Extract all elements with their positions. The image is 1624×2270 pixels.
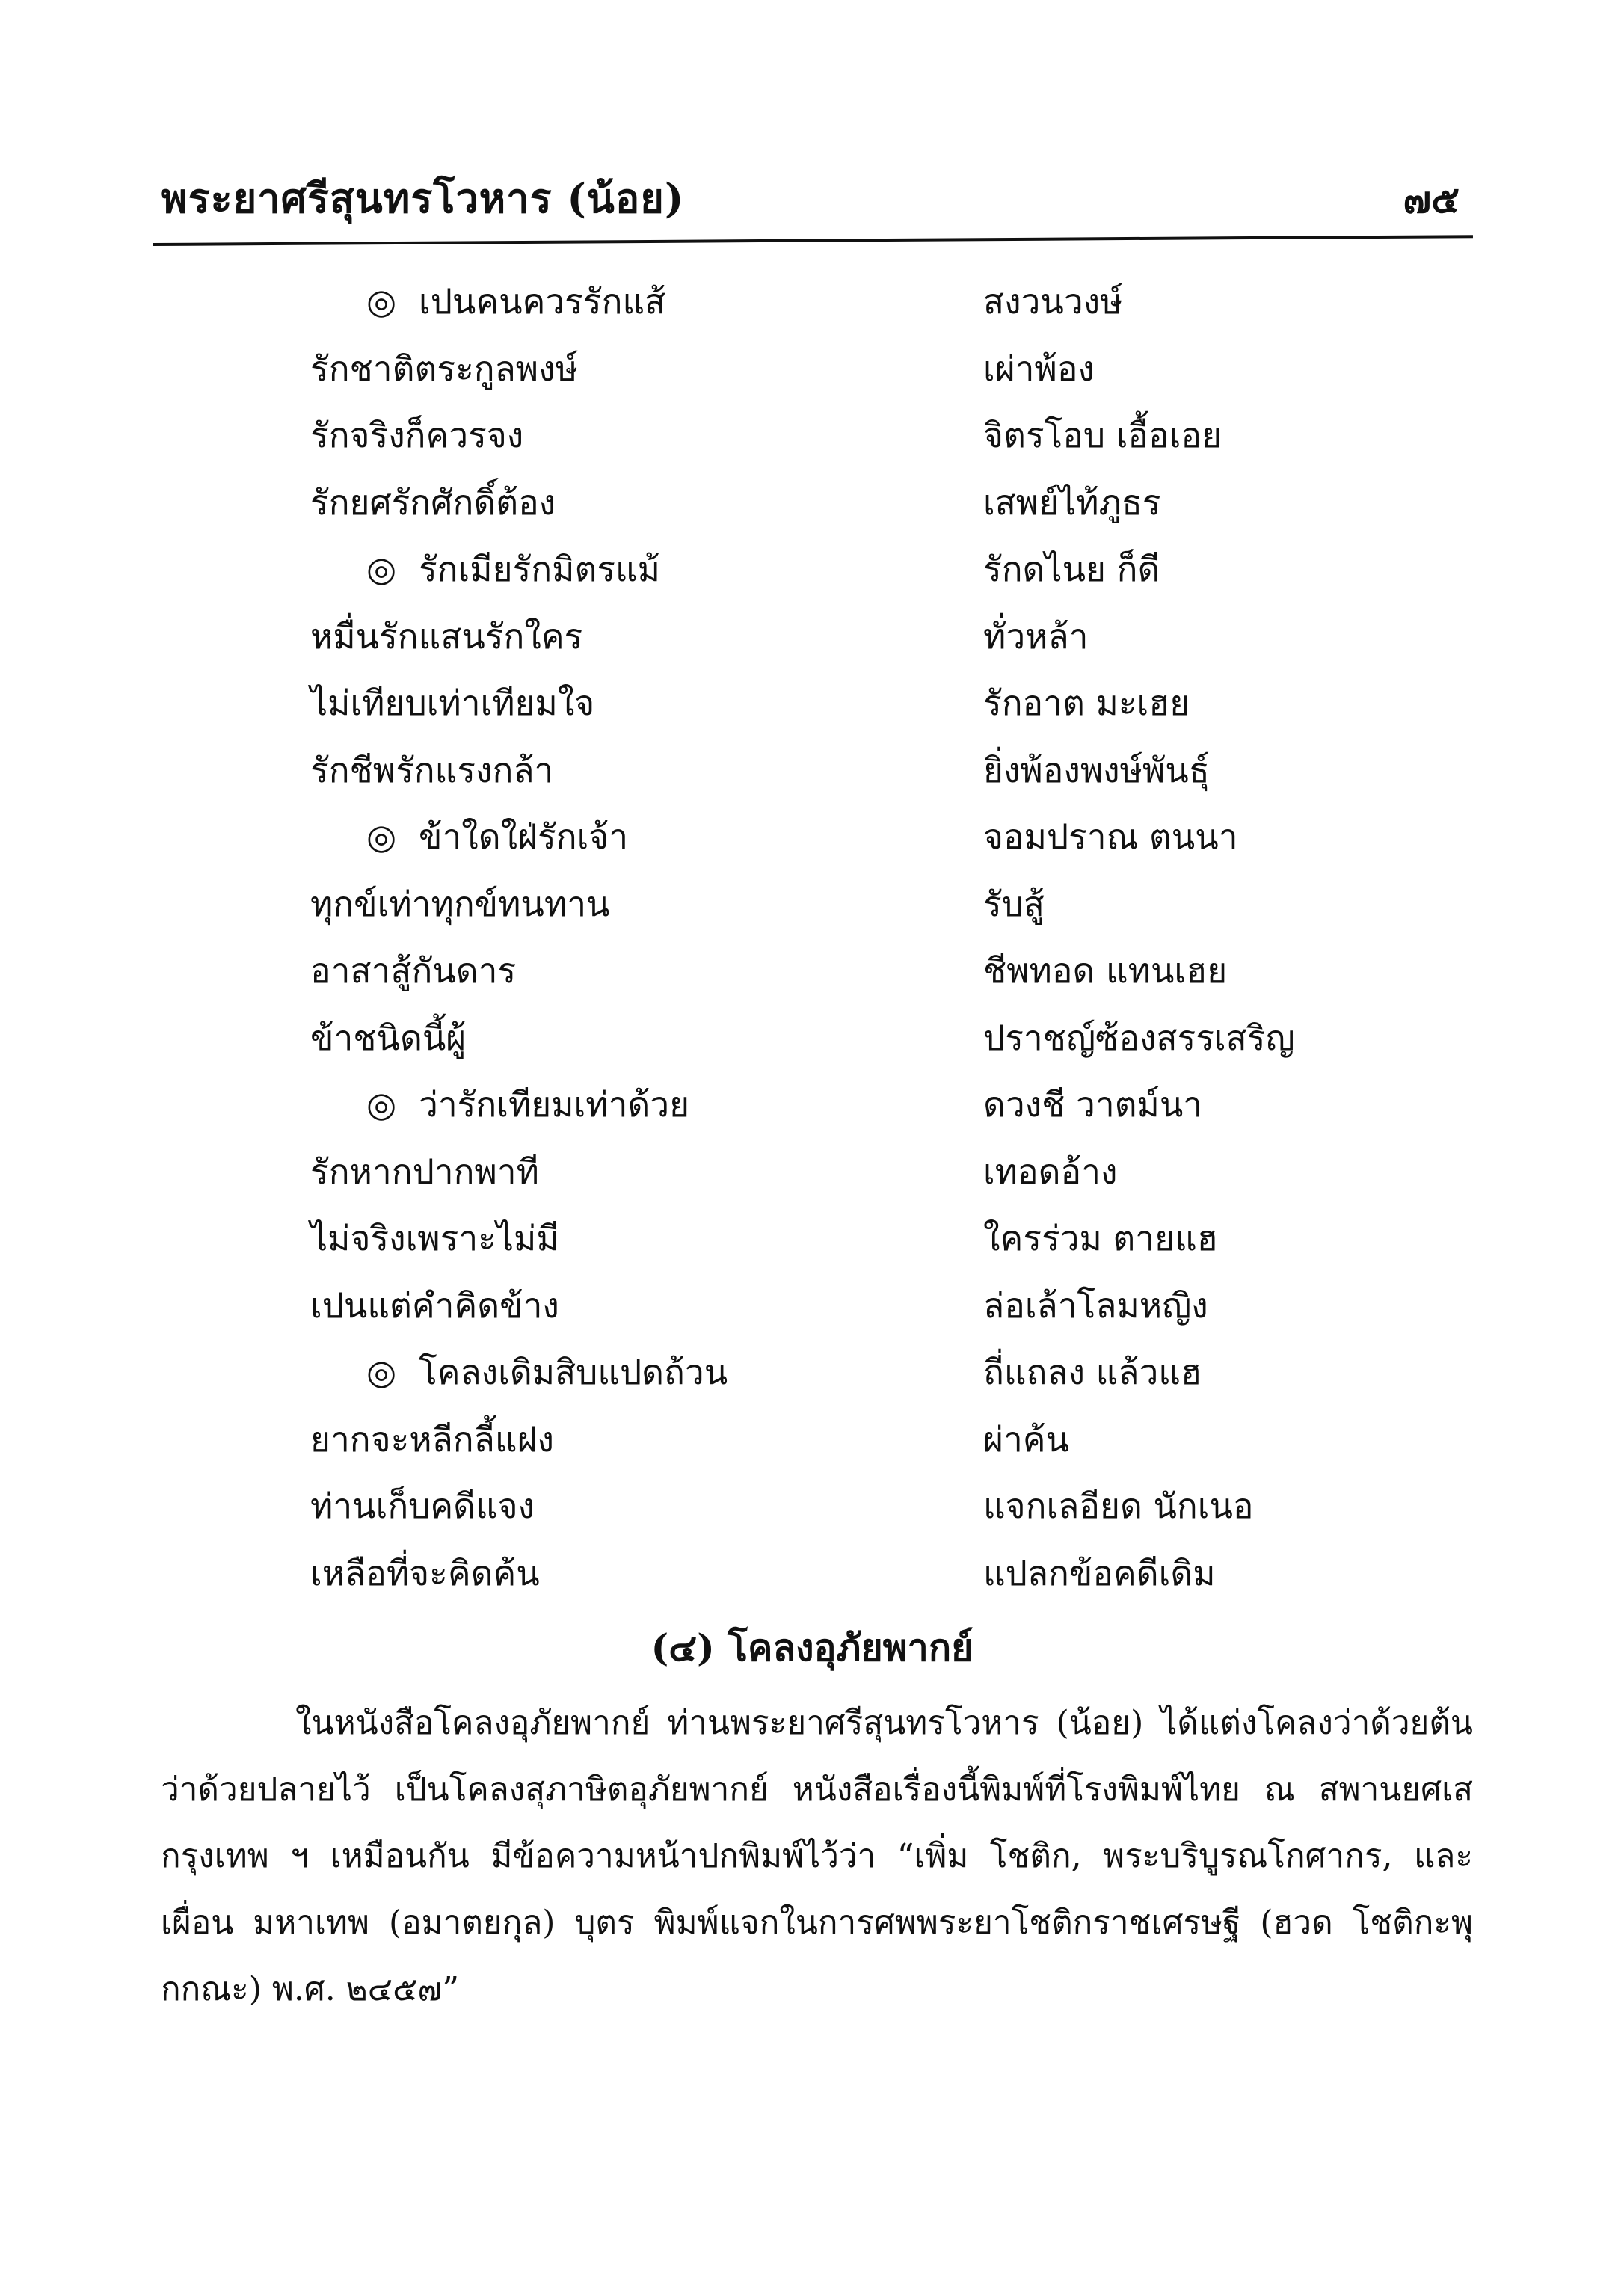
- poem-line-first-half-text: ข้าใดใฝ่รักเจ้า: [419, 816, 629, 857]
- poem-line: [0, 868, 1624, 935]
- poem-line-first-half-text: ยากจะหลีกลี้แฝง: [310, 1418, 554, 1459]
- poem-line-first-half-text: รักหากปากพาที: [310, 1151, 539, 1192]
- poem-line-first-half-text: รักชีพรักแรงกล้า: [310, 749, 554, 790]
- poem-line: [0, 667, 1624, 734]
- poem-line-first-half: [310, 408, 523, 463]
- poem-line: [0, 533, 1624, 600]
- poem-line-second-half: รักอาต มะเฮย: [983, 683, 1190, 723]
- poem-line: [0, 1270, 1624, 1337]
- poem-line-first-half-text: เปนแต่คำคิดข้าง: [310, 1285, 559, 1326]
- poem-line-first-half-text: อาสาสู้กันดาร: [310, 950, 517, 991]
- poem-line-first-half: [366, 810, 628, 864]
- poem-line: [0, 467, 1624, 534]
- poem-line: [0, 1403, 1624, 1471]
- poem-line-second-half: ทั่วหล้า: [983, 615, 1089, 656]
- poem-line: [0, 1202, 1624, 1270]
- poem-line-second-half: สงวนวงษ์: [983, 281, 1123, 322]
- poem-line-first-half: [310, 1546, 540, 1601]
- poem-line-second-half: รับสู้: [983, 883, 1045, 924]
- poem-line-first-half-text: โคลงเดิมสิบแปดถ้วน: [419, 1352, 728, 1392]
- poem-line: [0, 935, 1624, 1002]
- poem-line: [0, 600, 1624, 668]
- poem-line-first-half: [310, 743, 553, 798]
- poem-line-second-half: ยิ่งพ้องพงษ์พันธุ์: [983, 749, 1210, 790]
- stanza-bullet-icon: ◎: [366, 281, 397, 322]
- poem-line: [0, 1002, 1624, 1069]
- poem-line-first-half-text: หมื่นรักแสนรักใคร: [310, 615, 583, 656]
- poem-line-second-half: แปลกข้อคดีเดิม: [983, 1552, 1216, 1593]
- poem-line: [0, 1336, 1624, 1403]
- poem-line: [0, 1537, 1624, 1605]
- poem-line-first-half: [366, 1345, 728, 1400]
- poem-line: [0, 734, 1624, 802]
- poem-line-second-half: ชีพทอด แทนเฮย: [983, 950, 1228, 991]
- poem-line-first-half-text: รักจริงก็ควรจง: [310, 415, 524, 455]
- poem-line: [0, 333, 1624, 400]
- poem-line-first-half-text: ไม่จริงเพราะไม่มี: [310, 1218, 559, 1258]
- poem-line-first-half: [310, 609, 582, 664]
- header-rule: [153, 235, 1473, 246]
- poem-verses: [0, 265, 1624, 1604]
- poem-line-first-half: [310, 1479, 535, 1534]
- body-paragraph: ในหนังสือโคลงอุภัยพากย์ ท่านพระยาศรีสุนทรโวหาร (น้อย) ได้แต่งโคลงว่าด้วยต้นว่าด้วยปลายไว้ เป็นโคลงสุภาษิตอุภัยพากย์ หนังสือเรื่องนี้พิมพ์ที่โรงพิมพ์ไทย ณ สพานยศเส กรุงเทพ ฯ เหมือนกัน มีข้อความหน้าปกพิมพ์ไว้ว่า “เพิ่ม โชติก, พระบริบูรณโกศากร, และ เผื่อน มหาเทพ (อมาตยกุล) บุตร พิมพ์แจกในการศพพระยาโชติกราชเศรษฐี (ฮวด โชติกะพุกกณะ) พ.ศ. ๒๔๕๗”: [161, 1704, 1473, 2008]
- poem-line: [0, 399, 1624, 467]
- poem-line-first-half: [366, 1077, 689, 1132]
- poem-line-first-half-text: ไม่เทียบเท่าเทียมใจ: [310, 683, 595, 723]
- poem-line: [0, 801, 1624, 868]
- poem-line-first-half: [310, 1211, 559, 1266]
- stanza-bullet-icon: ◎: [366, 549, 397, 589]
- poem-line-first-half-text: ท่านเก็บคดีแจง: [310, 1486, 535, 1526]
- poem-line: [0, 1136, 1624, 1203]
- poem-line-first-half: [310, 944, 516, 998]
- poem-line-second-half: ถี่แถลง แล้วแฮ: [983, 1352, 1202, 1392]
- poem-line-first-half: [310, 1279, 559, 1333]
- poem-line-first-half: [310, 476, 556, 530]
- poem-line-second-half: จิตรโอบ เอื้อเอย: [983, 415, 1222, 455]
- poem-line-first-half-text: รักชาติตระกูลพงษ์: [310, 348, 578, 389]
- poem-line-second-half: ดวงชี วาตม์นา: [983, 1084, 1203, 1125]
- stanza-bullet-icon: ◎: [366, 1084, 397, 1125]
- poem-line-second-half: ใครร่วม ตายแฮ: [983, 1218, 1218, 1258]
- poem-line: [0, 265, 1624, 333]
- poem-line-first-half: [310, 342, 578, 396]
- poem-line-second-half: ล่อเล้าโลมหญิง: [983, 1285, 1208, 1326]
- poem-line-first-half-text: ข้าชนิดนี้ผู้: [310, 1017, 467, 1058]
- page-number: ๗๕: [1403, 177, 1460, 221]
- poem-line-first-half-text: ทุกข์เท่าทุกข์ทนทาน: [310, 883, 610, 924]
- poem-line-second-half: เผ่าพ้อง: [983, 348, 1095, 389]
- poem-line-second-half: แจกเลอียด นักเนอ: [983, 1486, 1254, 1526]
- poem-line-second-half: ผ่าค้น: [983, 1418, 1069, 1459]
- poem-line-first-half: [310, 1412, 554, 1467]
- poem-line-second-half: เทอดอ้าง: [983, 1151, 1118, 1192]
- section-title: (๔) โคลงอุภัยพากย์: [650, 1625, 974, 1670]
- poem-line-second-half: จอมปราณ ตนนา: [983, 816, 1238, 857]
- stanza-bullet-icon: ◎: [366, 816, 397, 857]
- poem-line-first-half: [366, 542, 660, 597]
- poem-line-first-half: [310, 676, 594, 730]
- poem-line-second-half: ปราชญ์ซ้องสรรเสริญ: [983, 1017, 1295, 1058]
- poem-line: [0, 1068, 1624, 1136]
- running-head: พระยาศรีสุนทรโวหาร (น้อย): [161, 174, 685, 222]
- poem-line-first-half-text: เปนคนควรรักแส้: [419, 281, 666, 322]
- poem-line-first-half: [366, 274, 665, 329]
- poem-line-second-half: เสพย์ไท้ภูธร: [983, 482, 1161, 523]
- poem-line-first-half: [310, 877, 609, 932]
- stanza-bullet-icon: ◎: [366, 1352, 397, 1392]
- poem-line-first-half-text: รักเมียรักมิตรแม้: [419, 549, 660, 589]
- poem-line-first-half: [310, 1145, 539, 1199]
- poem-line-first-half-text: เหลือที่จะคิดค้น: [310, 1552, 540, 1593]
- poem-line: [0, 1470, 1624, 1537]
- poem-line-first-half-text: ว่ารักเทียมเท่าด้วย: [419, 1084, 690, 1125]
- poem-line-first-half-text: รักยศรักศักดิ์ต้อง: [310, 482, 556, 523]
- poem-line-first-half: [310, 1011, 466, 1065]
- poem-line-second-half: รักดไนย ก็ดี: [983, 549, 1160, 589]
